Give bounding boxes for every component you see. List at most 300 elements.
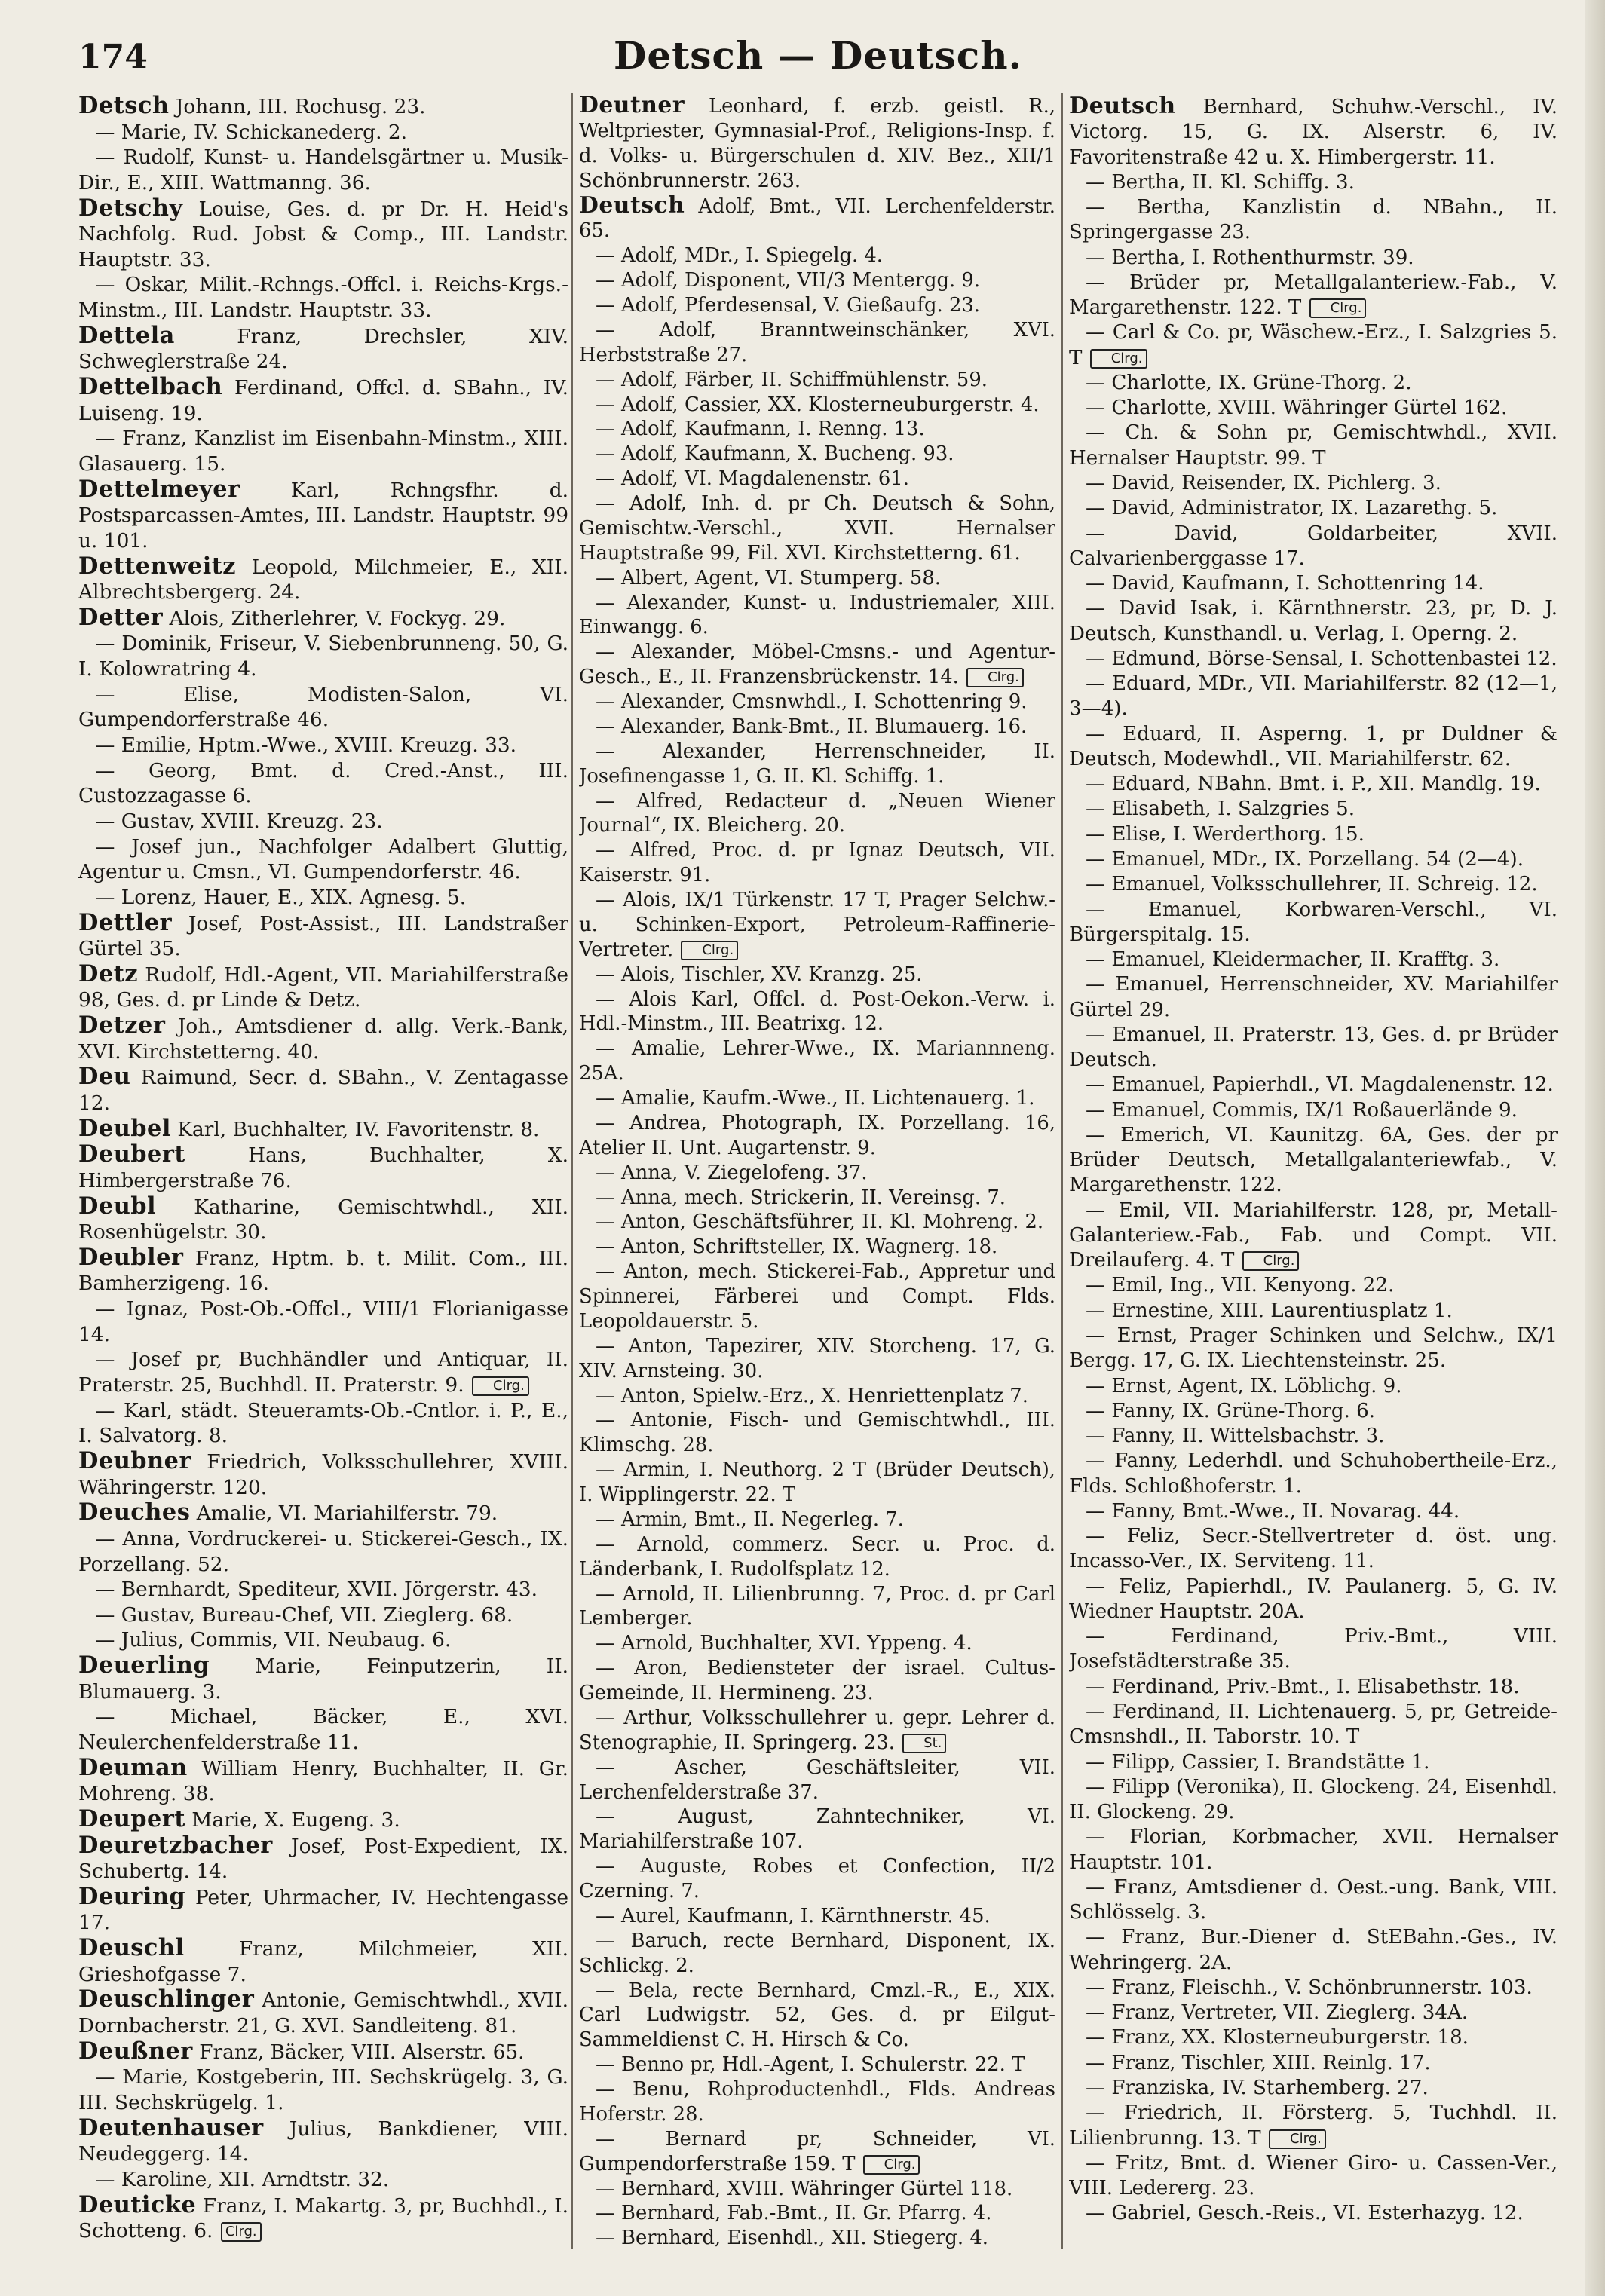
- entry-text: — Marie, IV. Schickanederg. 2.: [95, 120, 408, 144]
- directory-entry: [1069, 371, 1558, 396]
- entry-text: — Albert, Agent, VI. Stumperg. 58.: [596, 566, 941, 589]
- entry-text: — Alexander, Kunst- u. Industriemaler, XIII. Einwangg. 6.: [579, 591, 1055, 639]
- clearing-badge: Clrg.: [472, 1376, 529, 1396]
- entry-text: — David, Reisender, IX. Pichlerg. 3.: [1086, 471, 1441, 494]
- directory-entry: [579, 1904, 1055, 1929]
- entry-text: Hans, Buchhalter, X. Himbergerstraße 76.: [78, 1143, 568, 1192]
- directory-entry: [78, 1936, 568, 1987]
- directory-entry: [78, 2116, 568, 2167]
- entry-surname: Detsch: [78, 93, 170, 119]
- directory-entry: [579, 268, 1055, 293]
- entry-text: — Adolf, MDr., I. Spiegelg. 4.: [596, 244, 883, 268]
- entry-text: — Dominik, Friseur, V. Siebenbrunneng. 50, G. I. Kolowratring 4.: [78, 632, 568, 681]
- directory-entry: [1069, 246, 1558, 271]
- entry-text: — Aron, Bediensteter der israel. Cultus-Gemeinde, II. Hermineng. 23.: [579, 1657, 1055, 1704]
- directory-entry: [1069, 1976, 1558, 2001]
- entry-text: — Emanuel, Korbwaren-Verschl., VI. Bürgerspitalg. 15.: [1069, 898, 1558, 946]
- directory-entry: [579, 2077, 1055, 2127]
- directory-entry: [1069, 2101, 1558, 2151]
- entry-text: — Anton, Geschäftsführer, II. Kl. Mohreng. 2.: [596, 1211, 1044, 1234]
- entry-surname: Deutsch: [1069, 93, 1176, 119]
- entry-text: Peter, Uhrmacher, IV. Hechtengasse 17.: [78, 1885, 568, 1935]
- entry-text: — Armin, I. Neuthorg. 2 T (Brüder Deutsch), I. Wipplingerstr. 22. T: [579, 1459, 1055, 1506]
- entry-text: — Adolf, Inh. d. pr Ch. Deutsch & Sohn, Gemischtw.-Verschl., XVII. Hernalser Hauptstraße 99, Fil. XVI. Kirchstetterng. 61.: [579, 492, 1055, 565]
- entry-text: — Bertha, Kanzlistin d. NBahn., II. Springergasse 23.: [1069, 196, 1558, 244]
- entry-text: — Emanuel, Papierhdl., VI. Magdalenenstr. 12.: [1086, 1073, 1554, 1097]
- entry-text: — Alfred, Redacteur d. „Neuen Wiener Journal“, IX. Bleicherg. 20.: [579, 789, 1055, 837]
- entry-text: — Arnold, Buchhalter, XVI. Yppeng. 4.: [596, 1632, 972, 1655]
- entry-text: Franz, Bäcker, VIII. Alserstr. 65.: [199, 2040, 525, 2064]
- entry-text: — Anton, Schriftsteller, IX. Wagnerg. 18.: [596, 1235, 998, 1259]
- directory-entry: [78, 554, 568, 605]
- directory-entry: [78, 426, 568, 476]
- directory-entry: [579, 1186, 1055, 1211]
- directory-entry: [1069, 1499, 1558, 1524]
- directory-entry: [78, 375, 568, 426]
- directory-entry: [1069, 496, 1558, 521]
- directory-entry: [78, 120, 568, 145]
- directory-entry: [1069, 722, 1558, 773]
- directory-entry: [579, 1979, 1055, 2053]
- directory-entry: [579, 1260, 1055, 1334]
- directory-entry: [78, 1807, 568, 1833]
- entry-text: — Florian, Korbmacher, XVII. Hernalser Hauptstr. 101.: [1069, 1826, 1558, 1874]
- directory-entry: [579, 2053, 1055, 2077]
- directory-entry: [579, 715, 1055, 739]
- entry-text: — Alfred, Proc. d. pr Ignaz Deutsch, VII. Kaiserstr. 91.: [579, 839, 1055, 887]
- directory-entry: [579, 1706, 1055, 1756]
- entry-text: Leopold, Milchmeier, E., XII. Albrechtsbergerg. 24.: [78, 555, 568, 605]
- entry-surname: Deußner: [78, 2037, 193, 2065]
- entry-text: — David Isak, i. Kärnthnerstr. 23, pr, D. J. Deutsch, Kunsthandl. u. Verlag, I. Operng. 2.: [1069, 597, 1558, 645]
- directory-entry: [579, 1111, 1055, 1161]
- entry-text: Karl, Buchhalter, IV. Favoritenstr. 8.: [177, 1117, 540, 1141]
- entry-text: — Bernhard, XVIII. Währinger Gürtel 118.: [596, 2177, 1013, 2200]
- directory-entry: [78, 1500, 568, 1526]
- directory-entry: [1069, 1575, 1558, 1625]
- directory-entry: [78, 1627, 568, 1653]
- column-divider: [1061, 93, 1063, 2249]
- clearing-badge: Clrg.: [1090, 349, 1147, 369]
- entry-text: Louise, Ges. d. pr Dr. H. Heid's Nachfolg. Rud. Jobst & Comp., III. Landstr. Hauptstr. 33.: [78, 197, 568, 271]
- directory-entry: [1069, 1925, 1558, 1976]
- directory-entry: [78, 962, 568, 1013]
- entry-text: — Alexander, Möbel-Cmsns.- und Agentur-Gesch., E., II. Franzensbrückenstr. 14.: [579, 641, 1055, 689]
- directory-entry: [78, 2065, 568, 2115]
- directory-entry: [78, 758, 568, 809]
- directory-entry: [78, 1653, 568, 1704]
- directory-entry: [579, 566, 1055, 591]
- entry-text: — Feliz, Papierhdl., IV. Paulanerg. 5, G. IV. Wiedner Hauptstr. 20A.: [1069, 1575, 1558, 1623]
- directory-entry: [1069, 2076, 1558, 2101]
- entry-text: — Brüder pr, Metallgalanteriew.-Fab., V. Margarethenstr. 122. T: [1069, 271, 1558, 320]
- entry-text: — Armin, Bmt., II. Negerleg. 7.: [596, 1508, 904, 1531]
- entry-text: Katharine, Gemischtwhdl., XII. Rosenhügelstr. 30.: [78, 1195, 568, 1244]
- entry-text: — Ernestine, XIII. Laurentiusplatz 1.: [1086, 1299, 1453, 1322]
- directory-entry: [78, 1753, 568, 1807]
- entry-text: — August, Zahntechniker, VI. Mariahilferstraße 107.: [579, 1805, 1055, 1854]
- directory-entry: [1069, 1775, 1558, 1826]
- entry-text: Karl, Rchngsfhr. d. Postsparcassen-Amtes, III. Landstr. Hauptstr. 99 u. 101.: [78, 478, 568, 553]
- entry-text: — Bernhard, Fab.-Bmt., II. Gr. Pfarrg. 4.: [596, 2202, 992, 2225]
- entry-surname: Deubl: [78, 1192, 157, 1220]
- directory-entry: [78, 145, 568, 195]
- entry-text: — Friedrich, II. Försterg. 5, Tuchhdl. II. Lilienbrunng. 13. T: [1069, 2102, 1558, 2150]
- entry-text: Julius, Bankdiener, VIII. Neudeggerg. 14.: [78, 2117, 568, 2166]
- entry-text: — Eduard, NBahn. Bmt. i. P., XII. Mandlg. 19.: [1086, 773, 1541, 796]
- directory-entry: [78, 834, 568, 885]
- entry-text: — Fritz, Bmt. d. Wiener Giro- u. Cassen-Ver., VIII. Ledererg. 23.: [1069, 2151, 1558, 2200]
- entry-text: Leonhard, f. erzb. geistl. R., Weltpriester, Gymnasial-Prof., Religions-Insp. f. d. Volks- u. Bürgerschulen d. XIV. Bez., XII/1 Schönbrunnerstr. 263.: [579, 95, 1055, 192]
- directory-entry: [78, 1347, 568, 1397]
- entry-text: — Franziska, IV. Starhemberg. 27.: [1086, 2076, 1429, 2099]
- entry-text: — Fanny, II. Wittelsbachstr. 3.: [1086, 1425, 1385, 1448]
- directory-entry: [78, 733, 568, 758]
- entry-text: — Alexander, Cmsnwhdl., I. Schottenring 9.: [596, 690, 1028, 713]
- directory-entry: [78, 323, 568, 375]
- entry-text: — David, Administrator, IX. Lazarethg. 5.: [1086, 497, 1498, 520]
- directory-entry: [1069, 898, 1558, 948]
- entry-text: — Alois, Tischler, XV. Kranzg. 25.: [596, 963, 923, 986]
- entry-text: — Adolf, VI. Magdalenenstr. 61.: [596, 467, 909, 491]
- entry-text: — Lorenz, Hauer, E., XIX. Agnesg. 5.: [95, 885, 467, 909]
- entry-surname: Deuches: [78, 1499, 191, 1526]
- entry-text: — Georg, Bmt. d. Cred.-Anst., III. Custozzagasse 6.: [78, 758, 568, 808]
- directory-entry: [579, 1086, 1055, 1111]
- directory-entry: [78, 1013, 568, 1064]
- entry-surname: Detz: [78, 960, 138, 987]
- entry-text: — Ferdinand, Priv.-Bmt., I. Elisabethstr. 18.: [1086, 1675, 1520, 1698]
- directory-entry: [579, 1210, 1055, 1235]
- entry-text: — Franz, Tischler, XIII. Reinlg. 17.: [1086, 2051, 1431, 2074]
- entry-surname: Deupert: [78, 1805, 185, 1832]
- entry-text: Alois, Zitherlehrer, V. Fockyg. 29.: [169, 606, 506, 630]
- directory-entry: [1069, 1324, 1558, 1374]
- entry-text: — Charlotte, IX. Grüne-Thorg. 2.: [1086, 371, 1412, 394]
- entry-text: — Anna, Vordruckerei- u. Stickerei-Gesch., IX. Porzellang. 52.: [78, 1526, 568, 1576]
- directory-entry: [1069, 1098, 1558, 1123]
- entry-text: — Emanuel, Volksschullehrer, II. Schreig. 12.: [1086, 873, 1538, 896]
- directory-entry: [579, 1508, 1055, 1532]
- directory-entry: [78, 1194, 568, 1245]
- directory-entry: [1069, 772, 1558, 797]
- entry-text: — Emanuel, Commis, IX/1 Roßauerlände 9.: [1086, 1098, 1518, 1122]
- directory-entry: [78, 1704, 568, 1755]
- directory-entry: [1069, 170, 1558, 195]
- directory-entry: [579, 1532, 1055, 1582]
- entry-text: Bernhard, Schuhw.-Verschl., IV. Victorg. 15, G. IX. Alserstr. 6, IV. Favoritenstraße 42 u. X. Himbergerstr. 11.: [1069, 96, 1558, 169]
- entry-text: — Adolf, Disponent, VII/3 Mentergg. 9.: [596, 269, 981, 292]
- entry-text: — Anton, mech. Stickerei-Fab., Appretur und Spinnerei, Färberei und Compt. Flds. Leopoldauerstr. 5.: [579, 1260, 1055, 1333]
- entry-text: — Anna, V. Ziegelofeng. 37.: [596, 1161, 868, 1184]
- directory-entry: [579, 1161, 1055, 1186]
- entry-text: — Franz, XX. Klosterneuburgerstr. 18.: [1086, 2026, 1469, 2050]
- directory-entry: [1069, 1700, 1558, 1750]
- directory-entry: [1069, 1875, 1558, 1926]
- entry-text: — Amalie, Lehrer-Wwe., IX. Mariannneng. 25A.: [579, 1037, 1055, 1085]
- directory-entry: [78, 605, 568, 632]
- entry-text: — Marie, Kostgeberin, III. Sechskrügelg. 3, G. III. Sechskrügelg. 1.: [78, 2065, 568, 2114]
- directory-entry: [579, 987, 1055, 1037]
- directory-entry: [579, 2127, 1055, 2177]
- entry-surname: Deuretzbacher: [78, 1831, 273, 1859]
- directory-entry: [78, 885, 568, 911]
- entry-text: Ferdinand, Offcl. d. SBahn., IV. Luiseng. 19.: [78, 376, 568, 425]
- entry-text: — Bernhard, Eisenhdl., XII. Stiegerg. 4.: [596, 2227, 988, 2250]
- entry-text: — Anton, Spielw.-Erz., X. Henriettenplatz 7.: [596, 1384, 1028, 1407]
- entry-text: — Elisabeth, I. Salzgries 5.: [1086, 797, 1355, 821]
- entry-text: Franz, Milchmeier, XII. Grieshofgasse 7.: [78, 1937, 568, 1986]
- directory-entry: [579, 1036, 1055, 1086]
- entry-surname: Deu: [78, 1063, 131, 1091]
- clearing-badge: Clrg.: [681, 941, 738, 960]
- directory-entry: [1069, 571, 1558, 596]
- directory-entry: [78, 631, 568, 681]
- entry-text: Friedrich, Volksschullehrer, XVIII. Währingerstr. 120.: [78, 1450, 568, 1499]
- directory-entry: [579, 1458, 1055, 1508]
- entry-text: — Bertha, II. Kl. Schiffg. 3.: [1086, 170, 1355, 194]
- entry-text: — Ernst, Prager Schinken und Selchw., IX/1 Bergg. 17, G. IX. Liechtensteinstr. 25.: [1069, 1324, 1558, 1373]
- directory-entry: [579, 739, 1055, 789]
- directory-entry: [579, 1805, 1055, 1854]
- entry-text: — Emanuel, II. Praterstr. 13, Ges. d. pr Brüder Deutsch.: [1069, 1023, 1558, 1072]
- column-left: [78, 93, 568, 2257]
- directory-entry: [1069, 647, 1558, 672]
- entry-text: — Karl, städt. Steueramts-Ob.-Cntlor. i. P., E., I. Salvatorg. 8.: [78, 1398, 568, 1448]
- directory-entry: [1069, 1073, 1558, 1097]
- directory-entry: [1069, 847, 1558, 872]
- entry-surname: Deutner: [579, 93, 685, 118]
- entry-text: — Gustav, XVIII. Kreuzg. 23.: [95, 809, 383, 833]
- directory-entry: [579, 2177, 1055, 2202]
- directory-entry: [1069, 972, 1558, 1023]
- entry-text: — Benno pr, Hdl.-Agent, I. Schulerstr. 22. T: [596, 2053, 1025, 2077]
- directory-entry: [579, 93, 1055, 194]
- directory-entry: [579, 838, 1055, 888]
- entry-text: — Karoline, XII. Arndtstr. 32.: [95, 2167, 390, 2191]
- directory-entry: [579, 293, 1055, 318]
- directory-entry: [1069, 2201, 1558, 2226]
- entry-text: — Bertha, I. Rothenthurmstr. 39.: [1086, 246, 1414, 269]
- entry-text: — Arnold, II. Lilienbrunng. 7, Proc. d. pr Carl Lemberger.: [579, 1582, 1055, 1630]
- directory-entry: [1069, 1023, 1558, 1073]
- entry-text: — Baruch, recte Bernhard, Disponent, IX. Schlickg. 2.: [579, 1929, 1055, 1977]
- directory-entry: [579, 442, 1055, 467]
- entry-text: — Benu, Rohproductenhdl., Flds. Andreas Hoferstr. 28.: [579, 2078, 1055, 2126]
- entry-text: Joh., Amtsdiener d. allg. Verk.-Bank, XVI. Kirchstetterng. 40.: [78, 1015, 568, 1064]
- directory-entry: [1069, 2025, 1558, 2050]
- entry-text: — Eduard, MDr., VII. Mariahilferstr. 82 (12—1, 3—4).: [1069, 672, 1558, 721]
- entry-text: — Ignaz, Post-Ob.-Offcl., VIII/1 Florianigasse 14.: [78, 1297, 568, 1346]
- clearing-badge: Clrg.: [1309, 298, 1367, 318]
- entry-surname: Deubler: [78, 1243, 184, 1271]
- directory-entry: [78, 809, 568, 834]
- entry-text: Franz, Drechsler, XIV. Schweglerstraße 24.: [78, 324, 568, 374]
- directory-entry: [78, 1526, 568, 1577]
- entry-text: — Bernhardt, Spediteur, XVII. Jörgerstr. 43.: [95, 1578, 538, 1602]
- entry-text: William Henry, Buchhalter, II. Gr. Mohreng. 38.: [78, 1756, 568, 1806]
- directory-entry: [579, 690, 1055, 715]
- directory-entry: [1069, 320, 1558, 371]
- directory-entry: [1069, 1299, 1558, 1324]
- entry-surname: Deuticke: [78, 2190, 197, 2218]
- entry-text: Josef, Post-Expedient, IX. Schubertg. 14.: [78, 1834, 568, 1884]
- directory-entry: [78, 908, 568, 962]
- entry-text: — Andrea, Photograph, IX. Porzellang. 16, Atelier II. Unt. Augartenstr. 9.: [579, 1111, 1055, 1159]
- entry-text: — Ascher, Geschäftsleiter, VII. Lerchenfelderstraße 37.: [579, 1756, 1055, 1804]
- directory-entry: [78, 1446, 568, 1500]
- entry-surname: Deubner: [78, 1446, 191, 1474]
- entry-text: Amalie, VI. Mariahilferstr. 79.: [196, 1502, 498, 1526]
- directory-entry: [78, 682, 568, 733]
- entry-text: — Elise, I. Werderthorg. 15.: [1086, 822, 1365, 846]
- entry-text: — Adolf, Pferdesensal, V. Gießaufg. 23.: [596, 294, 980, 317]
- entry-text: — Emerich, VI. Kaunitzg. 6A, Ges. der pr Brüder Deutsch, Metallgalanteriewfab., V. Margarethenstr. 122.: [1069, 1123, 1558, 1197]
- entry-text: — Emanuel, Kleidermacher, II. Krafftg. 3.: [1086, 948, 1500, 972]
- entry-text: — Adolf, Branntweinschänker, XVI. Herbststraße 27.: [579, 318, 1055, 366]
- entry-text: — Arthur, Volksschullehrer u. gepr. Lehrer d. Stenographie, II. Springerg. 23.: [579, 1706, 1055, 1754]
- entry-text: — Franz, Amtsdiener d. Oest.-ung. Bank, VIII. Schlösselg. 3.: [1069, 1875, 1558, 1924]
- entry-text: — Anton, Tapezirer, XIV. Storcheng. 17, G. XIV. Arnsteing. 30.: [579, 1334, 1055, 1382]
- directory-entry: [78, 477, 568, 554]
- entry-text: — Filipp (Veronika), II. Glockeng. 24, Eisenhdl. II. Glockeng. 29.: [1069, 1775, 1558, 1824]
- directory-entry: [78, 93, 568, 120]
- page-edge-shadow: [1585, 0, 1605, 2296]
- entry-text: — Gabriel, Gesch.-Reis., VI. Esterhazyg. 12.: [1086, 2202, 1524, 2225]
- directory-entry: [579, 368, 1055, 393]
- directory-entry: [579, 789, 1055, 839]
- entry-text: — Antonie, Fisch- und Gemischtwhdl., III. Klimschg. 28.: [579, 1409, 1055, 1457]
- clearing-badge: Clrg.: [966, 668, 1024, 687]
- directory-entry: [1069, 271, 1558, 321]
- entry-text: — Arnold, commerz. Secr. u. Proc. d. Länderbank, I. Rudolfsplatz 12.: [579, 1532, 1055, 1581]
- directory-entry: [1069, 872, 1558, 897]
- entry-text: — Alois, IX/1 Türkenstr. 17 T, Prager Selchw.- u. Schinken-Export, Petroleum-Raffinerie-Vertreter.: [579, 889, 1055, 961]
- entry-surname: Deuring: [78, 1882, 186, 1910]
- directory-entry: [1069, 1675, 1558, 1700]
- clearing-badge: Clrg.: [1269, 2129, 1326, 2149]
- entry-text: — Ferdinand, II. Lichtenauerg. 5, pr, Getreide-Cmsnshdl., II. Taborstr. 10. T: [1069, 1701, 1558, 1749]
- directory-entry: [78, 1603, 568, 1628]
- directory-entry: [1069, 2051, 1558, 2076]
- entry-text: — Anna, mech. Strickerin, II. Vereinsg. 7.: [596, 1186, 1006, 1209]
- entry-text: — Amalie, Kaufm.-Wwe., II. Lichtenauerg. 1.: [596, 1087, 1035, 1110]
- directory-entry: [1069, 93, 1558, 170]
- entry-text: Johann, III. Rochusg. 23.: [175, 95, 426, 118]
- entry-text: Antonie, Gemischtwhdl., XVII. Dornbacherstr. 21, G. XVI. Sandleiteng. 81.: [78, 1988, 568, 2038]
- entry-text: Franz, Hptm. b. t. Milit. Com., III. Bamherzigeng. 16.: [78, 1246, 568, 1296]
- entry-text: — Emilie, Hptm.-Wwe., XVIII. Kreuzg. 33.: [95, 733, 517, 758]
- directory-entry: [1069, 1524, 1558, 1575]
- directory-entry: [78, 2039, 568, 2065]
- directory-entry: [78, 2190, 568, 2244]
- entry-text: — Ferdinand, Priv.-Bmt., VIII. Josefstädterstraße 35.: [1069, 1625, 1558, 1673]
- directory-entry: [579, 1656, 1055, 1706]
- entry-text: — Fanny, Bmt.-Wwe., II. Novarag. 44.: [1086, 1499, 1460, 1523]
- directory-entry: [78, 2167, 568, 2193]
- entry-surname: Dettelbach: [78, 373, 223, 401]
- entry-text: — Franz, Fleischh., V. Schönbrunnerstr. 103.: [1086, 1976, 1533, 1999]
- directory-entry: [78, 1116, 568, 1143]
- entry-text: — Emil, Ing., VII. Kenyong. 22.: [1086, 1274, 1395, 1297]
- clearing-badge: St.: [902, 1734, 946, 1753]
- entry-text: — Alexander, Bank-Bmt., II. Blumauerg. 16.: [596, 715, 1028, 738]
- directory-entry: [1069, 2001, 1558, 2025]
- entry-text: — David, Goldarbeiter, XVII. Calvarienberggasse 17.: [1069, 522, 1558, 570]
- directory-entry: [579, 1929, 1055, 1979]
- directory-entry: [78, 1296, 568, 1347]
- directory-entry: [1069, 1199, 1558, 1274]
- entry-text: Adolf, Bmt., VII. Lerchenfelderstr. 65.: [579, 194, 1055, 243]
- entry-text: — Josef jun., Nachfolger Adalbert Gluttig, Agentur u. Cmsn., VI. Gumpendorferstr. 46.: [78, 834, 568, 884]
- directory-entry: [579, 591, 1055, 641]
- entry-surname: Deubert: [78, 1140, 185, 1168]
- directory-entry: [579, 1631, 1055, 1656]
- entry-text: — Franz, Kanzlist im Eisenbahn-Minstm., XIII. Glasauerg. 15.: [78, 427, 568, 476]
- entry-text: — Ch. & Sohn pr, Gemischtwhdl., XVII. Hernalser Hauptstr. 99. T: [1069, 421, 1558, 470]
- entry-text: — Oskar, Milit.-Rchngs.-Offcl. i. Reichs-Krgs.-Minstm., III. Landstr. Hauptstr. 33.: [78, 273, 568, 323]
- entry-surname: Dettenweitz: [78, 552, 237, 580]
- directory-entry: [1069, 1825, 1558, 1875]
- entry-text: — Edmund, Börse-Sensal, I. Schottenbastei 12.: [1086, 647, 1558, 670]
- entry-text: — Gustav, Bureau-Chef, VII. Zieglerg. 68.: [95, 1603, 513, 1627]
- column-right: [1069, 93, 1558, 2257]
- entry-surname: Deuman: [78, 1753, 188, 1781]
- entry-surname: Deutsch: [579, 191, 685, 219]
- entry-text: — Charlotte, XVIII. Währinger Gürtel 162.: [1086, 396, 1508, 420]
- clearing-badge: Clrg.: [863, 2155, 920, 2175]
- entry-text: — Rudolf, Kunst- u. Handelsgärtner u. Musik-Dir., E., XIII. Wattmanng. 36.: [78, 145, 568, 194]
- entry-text: — Fanny, IX. Grüne-Thorg. 6.: [1086, 1399, 1376, 1422]
- entry-text: — Bernard pr, Schneider, VI. Gumpendorferstraße 159. T: [579, 2127, 1055, 2175]
- directory-entry: [579, 640, 1055, 690]
- entry-text: Raimund, Secr. d. SBahn., V. Zentagasse 12.: [78, 1066, 568, 1115]
- directory-entry: [1069, 471, 1558, 496]
- clearing-badge: Clrg.: [221, 2222, 262, 2242]
- directory-entry: [78, 1884, 568, 1936]
- entry-text: — Emanuel, Herrenschneider, XV. Mariahilfer Gürtel 29.: [1069, 973, 1558, 1021]
- entry-surname: Dettelmeyer: [78, 475, 240, 503]
- entry-surname: Detter: [78, 603, 164, 631]
- entry-text: Marie, X. Eugeng. 3.: [191, 1808, 400, 1832]
- entry-surname: Deutenhauser: [78, 2114, 264, 2141]
- clearing-badge: Clrg.: [1242, 1251, 1300, 1271]
- directory-entry: [1069, 396, 1558, 421]
- directory-entry: [78, 1245, 568, 1296]
- entry-text: Josef, Post-Assist., III. Landstraßer Gürtel 35.: [78, 911, 568, 961]
- entry-text: — Elise, Modisten-Salon, VI. Gumpendorferstraße 46.: [78, 682, 568, 732]
- directory-entry: [1069, 1750, 1558, 1775]
- directory-entry: [579, 417, 1055, 442]
- directory-entry: [1069, 1624, 1558, 1675]
- entry-text: — Eduard, II. Asperng. 1, pr Duldner & Deutsch, Modewhdl., VII. Mariahilferstr. 62.: [1069, 722, 1558, 770]
- entry-text: — David, Kaufmann, I. Schottenring 14.: [1086, 572, 1484, 595]
- directory-entry: [1069, 1374, 1558, 1399]
- page-number: 174: [78, 38, 148, 76]
- directory-entry: [579, 1334, 1055, 1384]
- entry-text: — Carl & Co. pr, Wäschew.-Erz., I. Salzgries 5. T: [1069, 321, 1558, 369]
- directory-entry: [579, 491, 1055, 566]
- entry-text: — Adolf, Kaufmann, I. Renng. 13.: [596, 418, 925, 441]
- directory-entry: [1069, 1399, 1558, 1424]
- entry-surname: Dettela: [78, 321, 175, 349]
- directory-entry: [579, 2226, 1055, 2251]
- entry-text: — Adolf, Cassier, XX. Klosterneuburgerstr. 4.: [596, 393, 1040, 416]
- directory-entry: [1069, 2151, 1558, 2202]
- directory-entry: [1069, 797, 1558, 822]
- directory-entry: [579, 318, 1055, 368]
- directory-entry: [579, 1756, 1055, 1805]
